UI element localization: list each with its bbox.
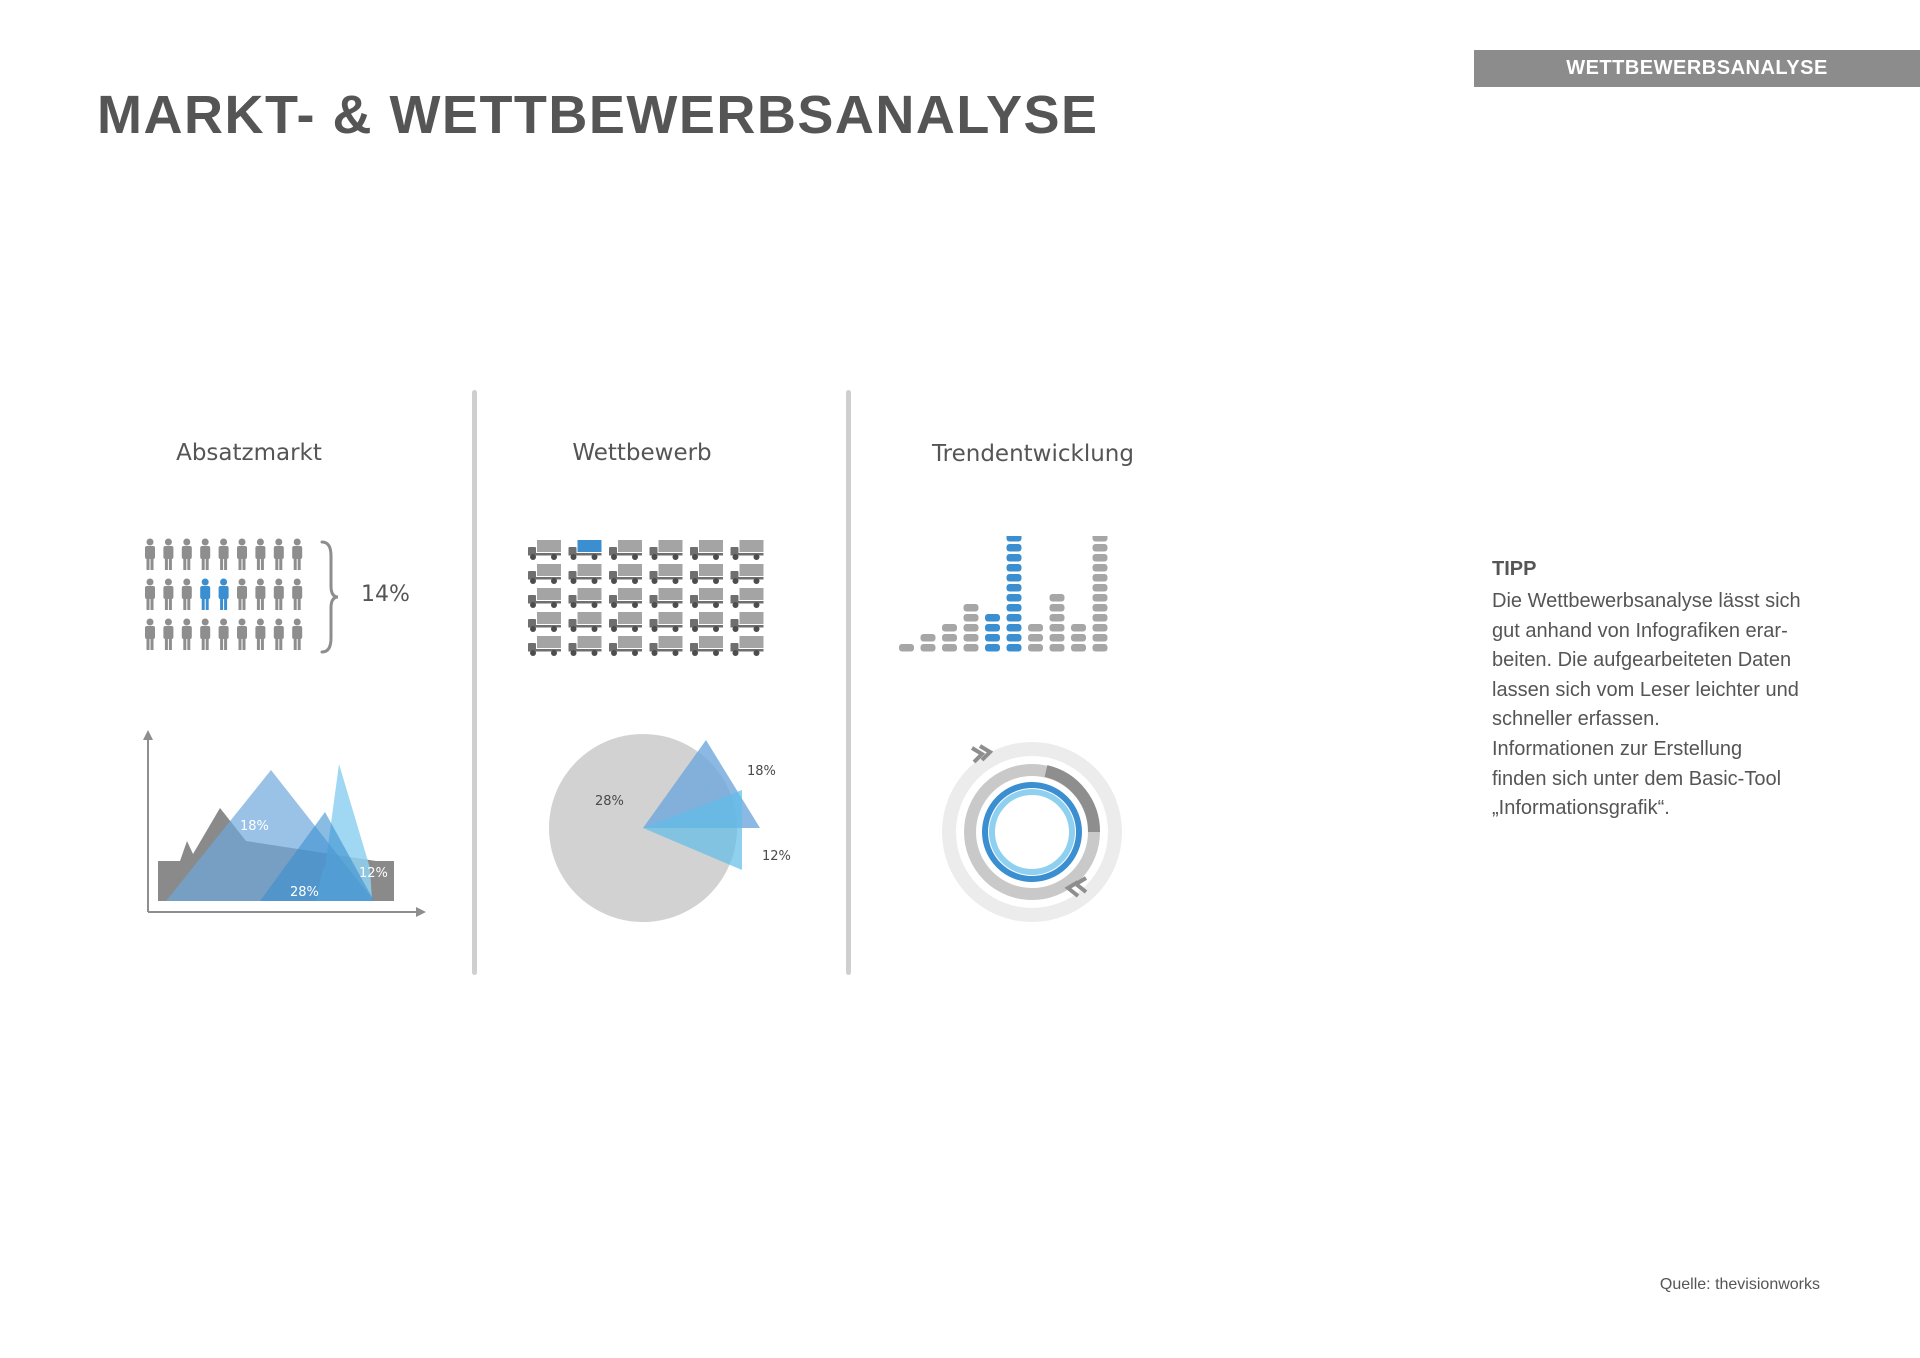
truck-icon — [731, 636, 764, 656]
tip-box — [1492, 558, 1832, 824]
curly-brace-icon — [318, 540, 340, 654]
absatzmarkt-title: Absatzmarkt — [176, 440, 322, 466]
trend-dot — [1093, 544, 1108, 552]
truck-icon — [690, 636, 723, 656]
wettbewerb-title: Wettbewerb — [572, 440, 712, 466]
truck-icon — [731, 564, 764, 584]
truck-icon — [690, 540, 723, 560]
trend-dot — [1093, 624, 1108, 632]
trend-dot — [1071, 624, 1086, 632]
truck-icon — [650, 588, 683, 608]
trend-dot — [1093, 644, 1108, 652]
pie-label-18: 18% — [747, 764, 776, 779]
area-label-28: 28% — [290, 885, 319, 900]
person-icon — [145, 539, 155, 571]
tip-line: „Informationsgrafik“. — [1492, 797, 1670, 820]
trend-dot — [899, 644, 914, 652]
trend-dot — [1093, 594, 1108, 602]
trend-dot-highlighted — [1007, 634, 1022, 642]
truck-icon — [731, 612, 764, 632]
axis-arrow-x-icon — [416, 907, 426, 917]
truck-icon — [650, 540, 683, 560]
truck-icon — [528, 540, 561, 560]
trend-dot — [1093, 634, 1108, 642]
cycle-ring-graphic — [936, 736, 1136, 936]
pie-chart — [548, 722, 818, 928]
people-grid — [138, 538, 338, 658]
absatzmarkt-percent: 14% — [361, 582, 410, 607]
truck-icon — [528, 636, 561, 656]
trend-dot — [1093, 536, 1108, 542]
page-title: MARKT- & WETTBEWERBSANALYSE — [97, 85, 1099, 145]
person-icon — [237, 579, 247, 611]
trend-dot — [964, 604, 979, 612]
area-chart — [140, 728, 430, 918]
trend-dot — [942, 624, 957, 632]
trend-dot — [1050, 644, 1065, 652]
trend-dot — [1093, 584, 1108, 592]
truck-icon — [569, 564, 602, 584]
truck-grid — [528, 540, 768, 662]
truck-icon — [569, 612, 602, 632]
trend-dot-highlighted — [1007, 604, 1022, 612]
person-icon — [182, 539, 192, 571]
trend-dot-highlighted — [1007, 574, 1022, 582]
truck-icon — [528, 612, 561, 632]
trend-dot — [1093, 564, 1108, 572]
truck-icon — [650, 612, 683, 632]
trend-dot-highlighted — [1007, 594, 1022, 602]
person-icon — [200, 539, 210, 571]
dot-chart — [897, 536, 1117, 660]
trend-dot-highlighted — [985, 644, 1000, 652]
trend-dot — [1028, 644, 1043, 652]
trend-dot — [1071, 634, 1086, 642]
person-icon — [274, 579, 284, 611]
person-icon — [163, 539, 173, 571]
axis-arrow-y-icon — [143, 730, 153, 740]
pie-label-12: 12% — [762, 849, 791, 864]
truck-icon — [609, 612, 642, 632]
truck-icon — [528, 564, 561, 584]
person-icon — [145, 579, 155, 611]
truck-icon — [731, 588, 764, 608]
truck-icon — [609, 564, 642, 584]
truck-icon-highlighted — [569, 540, 602, 560]
trend-dot — [1050, 604, 1065, 612]
trend-dot-highlighted — [1007, 564, 1022, 572]
trendentwicklung-title: Trendentwicklung — [931, 441, 1134, 467]
trend-dot-highlighted — [985, 614, 1000, 622]
person-icon — [274, 619, 284, 651]
person-icon — [255, 539, 265, 571]
person-icon — [163, 579, 173, 611]
person-icon — [255, 579, 265, 611]
truck-icon — [690, 564, 723, 584]
person-icon — [219, 619, 229, 651]
trend-dot — [1050, 614, 1065, 622]
tip-line: finden sich unter dem Basic-Tool — [1492, 767, 1782, 790]
tip-line: Die Wettbewerbsanalyse lässt sich — [1492, 590, 1801, 612]
truck-icon — [528, 588, 561, 608]
area-label-12: 12% — [359, 866, 388, 881]
trend-dot — [921, 644, 936, 652]
trend-dot — [1050, 594, 1065, 602]
trend-dot — [921, 634, 936, 642]
trend-dot — [1093, 574, 1108, 582]
truck-icon — [569, 588, 602, 608]
trend-dot — [964, 614, 979, 622]
tip-line: lassen sich vom Leser leichter und — [1492, 678, 1799, 701]
trend-dot-highlighted — [1007, 584, 1022, 592]
person-icon — [274, 539, 284, 571]
truck-icon — [569, 636, 602, 656]
person-icon — [145, 619, 155, 651]
person-icon-highlighted — [200, 579, 210, 611]
trend-dot — [964, 634, 979, 642]
column-divider-left — [472, 390, 477, 975]
tip-line: gut anhand von Infografiken erar- — [1492, 619, 1788, 642]
trend-dot — [1093, 604, 1108, 612]
pie-label-28: 28% — [595, 794, 624, 809]
tip-heading: TIPP — [1492, 558, 1537, 580]
source-note: Quelle: thevisionworks — [1659, 1276, 1820, 1293]
truck-icon — [609, 588, 642, 608]
trend-dot — [964, 624, 979, 632]
person-icon — [219, 539, 229, 571]
truck-icon — [609, 540, 642, 560]
trend-dot — [942, 644, 957, 652]
person-icon — [255, 619, 265, 651]
trend-dot — [1071, 644, 1086, 652]
trend-dot-highlighted — [1007, 554, 1022, 562]
truck-icon — [731, 540, 764, 560]
tip-line: beiten. Die aufgearbeiteten Daten — [1492, 649, 1792, 672]
truck-icon — [650, 636, 683, 656]
person-icon — [182, 619, 192, 651]
person-icon — [292, 619, 302, 651]
trend-dot — [1028, 634, 1043, 642]
person-icon — [292, 579, 302, 611]
area-label-18: 18% — [240, 819, 269, 834]
trend-dot-highlighted — [1007, 644, 1022, 652]
trend-dot — [1093, 614, 1108, 622]
truck-icon — [609, 636, 642, 656]
trend-dot-highlighted — [985, 634, 1000, 642]
trend-dot-highlighted — [1007, 544, 1022, 552]
trend-dot — [1028, 624, 1043, 632]
trend-dot — [964, 644, 979, 652]
person-icon — [237, 619, 247, 651]
truck-icon — [690, 612, 723, 632]
trend-dot — [942, 634, 957, 642]
trend-dot — [1093, 554, 1108, 562]
column-divider-right — [846, 390, 851, 975]
truck-icon — [650, 564, 683, 584]
person-icon — [237, 539, 247, 571]
section-tag: WETTBEWERBSANALYSE — [1474, 50, 1920, 87]
person-icon — [292, 539, 302, 571]
tip-line: schneller erfassen. — [1492, 708, 1660, 731]
trend-dot — [1050, 634, 1065, 642]
person-icon — [182, 579, 192, 611]
person-icon — [163, 619, 173, 651]
trend-dot-highlighted — [1007, 624, 1022, 632]
person-icon — [200, 619, 210, 651]
truck-icon — [690, 588, 723, 608]
trend-dot-highlighted — [1007, 614, 1022, 622]
trend-dot — [1050, 624, 1065, 632]
trend-dot-highlighted — [1007, 536, 1022, 542]
tip-line: Informationen zur Erstellung — [1492, 737, 1743, 760]
trend-dot-highlighted — [985, 624, 1000, 632]
person-icon-highlighted — [219, 579, 229, 611]
